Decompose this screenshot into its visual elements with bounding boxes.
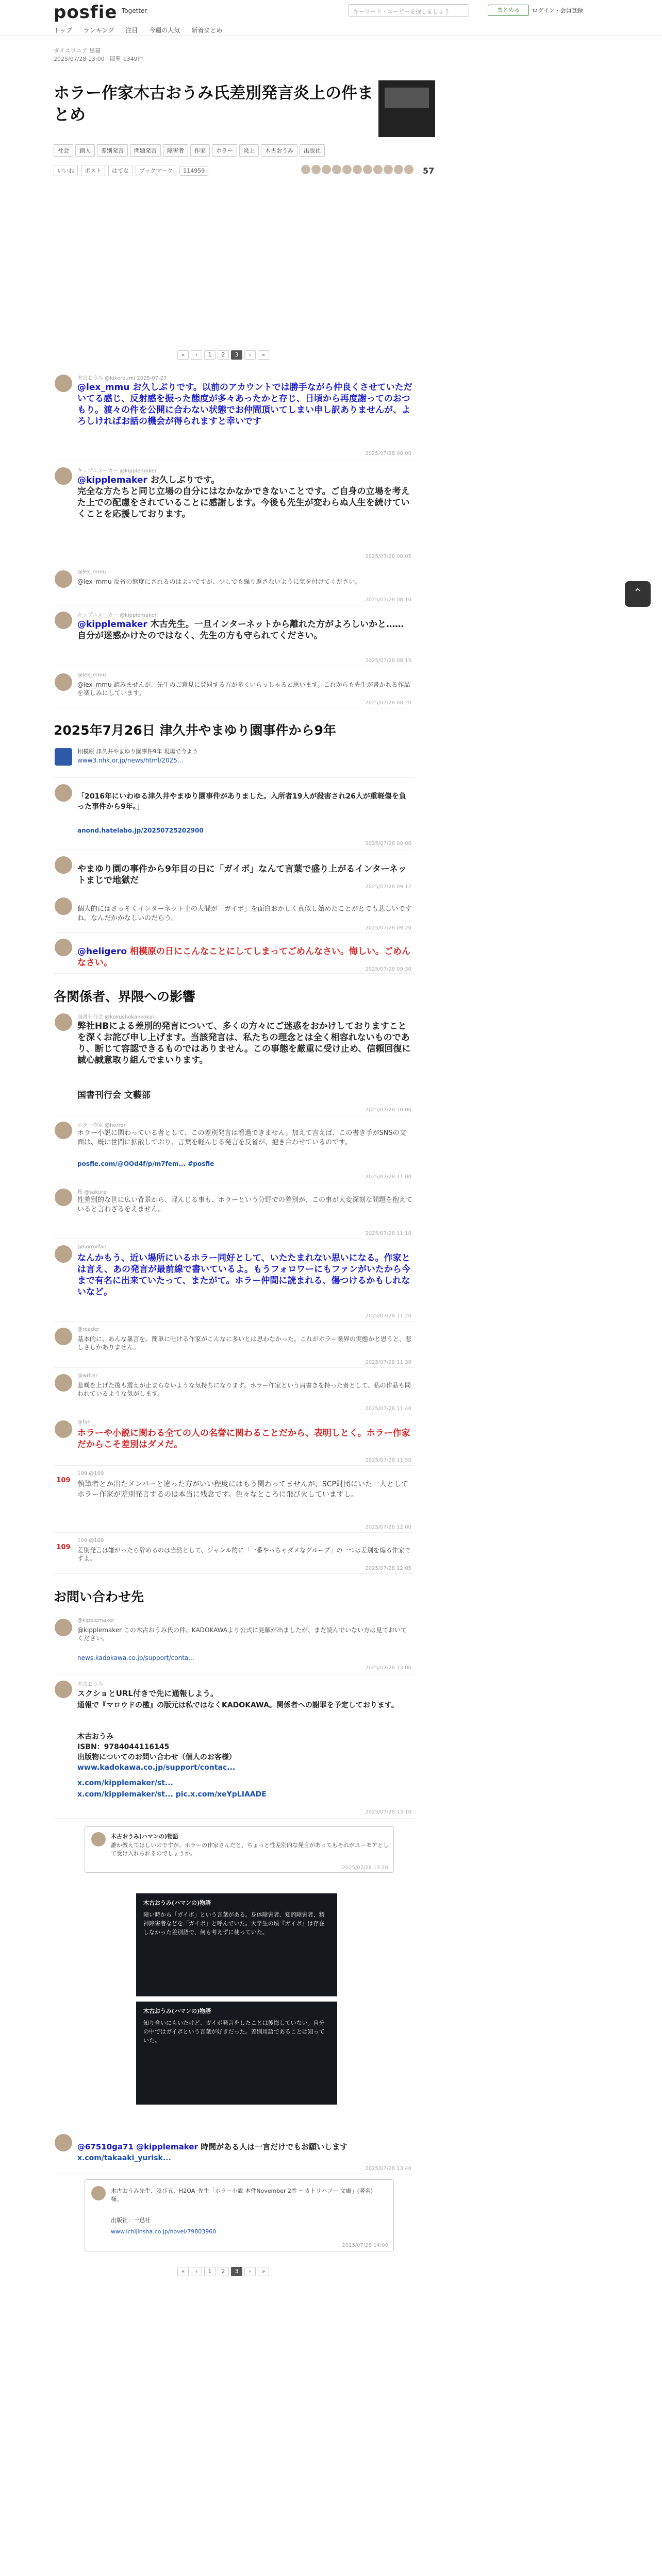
tweet [54, 466, 415, 564]
tag[interactable]: 創人 [75, 144, 95, 157]
avatar[interactable] [55, 1122, 72, 1139]
tweet-body: なんかもう、近い場所にいるホラー同好として、いたたまれない思いになる。作家とは言え、あの発言が最前線で書いているよ。もうフォロワーにもファンがいたから今まで有名に出来ていたって、またがて。ホラー仲間に読まれる、傷つけるかもしれないなど。 [77, 1253, 410, 1297]
tweet-time[interactable]: 2025/07/28 13:10 [365, 1809, 411, 1815]
pager-page[interactable]: 2 [218, 2267, 229, 2276]
article-main [54, 41, 451, 2275]
tweet-link[interactable]: anond.hatelabo.jp/20250725202900 [77, 827, 204, 834]
tag[interactable]: 障害者 [163, 144, 188, 157]
tweet-user[interactable]: ホラー作家 @horror [77, 1123, 126, 1128]
main-nav [54, 26, 222, 35]
avatar[interactable] [55, 1374, 72, 1392]
like-button[interactable]: いいね [54, 165, 78, 176]
site-header [0, 0, 662, 36]
avatar[interactable] [55, 570, 72, 588]
tweet-time[interactable]: 2025/07/28 12:05 [365, 1566, 411, 1571]
quoted-tweet[interactable] [85, 1826, 394, 1873]
pager-page[interactable]: 2 [218, 350, 229, 360]
quoted-user[interactable]: 木古おうみ(ハマンの)物語 [111, 1833, 179, 1840]
tweet-user[interactable]: @fan [77, 1419, 91, 1425]
nav-ranking[interactable]: ランキング [83, 27, 114, 34]
tweet-user[interactable]: 国書刊行会 @kokushokankokai [77, 1014, 154, 1020]
avatar[interactable] [342, 165, 352, 174]
embedded-post-card[interactable] [85, 2179, 394, 2251]
pager-current[interactable]: 3 [231, 350, 242, 360]
scroll-to-top-button[interactable]: ⌃ [625, 581, 651, 607]
tweet-user[interactable]: 木古おうみ @kikoroumi 2025-07-27 [77, 376, 167, 381]
avatar[interactable] [55, 1189, 72, 1206]
tweet-time[interactable]: 2025/07/28 13:40 [365, 2166, 411, 2172]
tag[interactable]: 作家 [190, 144, 210, 157]
avatar[interactable] [373, 165, 383, 174]
screenshot-user: 木古おうみ(ハマンの)物語 [143, 1900, 211, 1906]
tweet-user[interactable]: @lex_mmu [77, 672, 106, 678]
screenshot-user: 木古おうみ(ハマンの)物語 [143, 2008, 211, 2014]
tag[interactable]: 木古おうみ [261, 144, 297, 157]
tweet-body: 弊社HBによる差別的発言について、多くの方々にご迷惑をおかけしておりますことを深くお詫び申し上げます。当該発言は、私たちの理念とは全く相容れないものであり、断じて容認できるものではありません。この事態を厳重に受け止め、信頼回復に誠心誠意取り組んでまいります。 [77, 1021, 411, 1065]
tweet-user[interactable]: 桜 @sakura [77, 1190, 107, 1195]
tweet [54, 783, 415, 850]
tweet-time[interactable]: 2025/07/28 08:10 [365, 597, 411, 603]
screenshot-body: 障い時から「ガイボ」という言葉がある。身体障害者、知的障害者、精神障害者などを「ガイボ」と呼んでいた。大学生の頃『ガイボ』は存在しなかった差別語で、何も考えずに使っていた。 [143, 1911, 325, 1936]
pager-page[interactable]: 1 [204, 2267, 216, 2276]
tweet-body: 悲嘆を上げた後も震えが止まらないような気持ちになります。ホラー作家という肩書きを持った者として、私の作品も問われているような気がします。 [77, 1382, 411, 1397]
article-meta: 2025/07/28 13:00 · 閲覧 1349件 [54, 56, 143, 62]
tweet [54, 1471, 415, 1533]
news-source: 相模原 津久井やまゆり園事件9年 現場で今よう [77, 748, 198, 755]
like-count: 57 [423, 166, 435, 176]
tweet-body: 基本的に、あんな暴言を、簡単に吐ける作家がこんなに多いとは思わなかった。これがホラー業界の実態かと思うと、悲しさしかありません。 [77, 1335, 412, 1351]
tweet-link[interactable]: x.com/takaaki_yurisk... [77, 2154, 171, 2162]
avatar[interactable] [55, 673, 72, 691]
avatar[interactable] [301, 165, 310, 174]
tweet-body: 執筆者とか出たメンバーと違った方がいい程度にはもう関わってませんが、SCP財団にいた一人としてホラー作家が差別発言するのは本当に残念です。色々なところに飛び火していますし。 [77, 1480, 408, 1499]
avatar[interactable] [55, 1245, 72, 1263]
nav-weekly[interactable]: 今週の人気 [149, 27, 180, 34]
pagination-bottom [177, 2267, 269, 2276]
nav-top[interactable]: トップ [54, 27, 72, 34]
tweet-time[interactable]: 2025/07/28 11:30 [365, 1360, 411, 1365]
tweet-body: @67510ga71 @kipplemaker 時間がある人は一言だけでもお願いします [77, 2142, 348, 2151]
tweet-body: ホラー小説に関わっている者として、この差別発言は看過できません。加えて言えば、この書き手がSNSの文面は、既に世間に拡散しており、言葉を軽んじる発言を反省が、抱き合わせているのです。 [77, 1129, 406, 1146]
pager-prev[interactable]: ‹ [191, 350, 202, 360]
tweet-body: スクショとURL付きで先に通報しよう。 [77, 1689, 218, 1698]
tweet-time[interactable]: 2025/07/28 11:00 [365, 1174, 411, 1180]
pager-prev[interactable]: ‹ [191, 2267, 202, 2276]
tweet-time[interactable]: 2025/07/28 09:12 [365, 884, 411, 890]
pagination-top [177, 350, 269, 360]
news-icon [55, 748, 72, 766]
tag[interactable]: ホラー [212, 144, 237, 157]
pager-last[interactable]: » [258, 350, 269, 360]
togetter-link[interactable]: Togetter [122, 7, 147, 14]
avatar[interactable] [55, 2134, 72, 2151]
quoted-time[interactable]: 2025/07/28 13:20 [342, 1865, 388, 1871]
tweet-signature: 国書刊行会 文藝部 [77, 1090, 151, 1100]
pager-next[interactable]: › [244, 350, 256, 360]
tweet [54, 938, 415, 974]
tweet-time[interactable]: 2025/07/28 11:10 [365, 1231, 411, 1236]
article-header [54, 41, 451, 124]
tweet-body: 性差別的な世に広い背景から、軽んじる事も、ホラーという分野での差別が、この事が大変深刻な問題を抱えていると言わざるをえません。 [77, 1196, 413, 1213]
avatar[interactable]: 109 [55, 1539, 72, 1556]
avatar[interactable] [322, 165, 331, 174]
tag-list [54, 144, 325, 157]
tweet-time[interactable]: 2025/07/28 10:00 [365, 1107, 411, 1113]
tweet [54, 672, 415, 708]
avatar[interactable] [55, 467, 72, 485]
tweet-body: 差別発言は嫌がったら辞めるのは当然として、ジャンル的に「一番やっちゃダメなグループ」の一つは差別を煽る作家ですよ。 [77, 1547, 411, 1562]
section-heading: 2025年7月26日 津久井やまゆり園事件から9年 [54, 723, 336, 738]
tweet [54, 855, 415, 891]
book-publisher: 出版物についてのお問い合わせ（個人のお客様） [77, 1753, 236, 1761]
tweet [54, 569, 415, 605]
tweet [54, 1188, 415, 1239]
avatar[interactable] [55, 1328, 72, 1345]
card-time[interactable]: 2025/07/28 14:00 [342, 2243, 388, 2248]
tweet-user[interactable]: 109 @109 [77, 1538, 104, 1544]
avatar[interactable] [55, 1420, 72, 1438]
post-button[interactable]: ポスト [81, 165, 105, 176]
login-link[interactable]: ログイン・会員登録 [532, 7, 583, 14]
avatar[interactable] [311, 165, 321, 174]
tweet-body: @lex_mmu 読みませんが、先生のご意見に賛同する方が多くいらっしゃると思います。これからも先生が書かれる作品を楽しみにしています。 [77, 681, 410, 697]
avatar[interactable] [55, 612, 72, 629]
avatar[interactable] [55, 784, 72, 802]
avatar[interactable] [55, 1681, 72, 1698]
tweet-body: 個人的にはさっそくインターネット上の人間が「ガイボ」を面白おかしく真似し始めたことがとても悲しいですね。なんだかかなしいのだらう。 [77, 905, 412, 922]
section-heading: 各関係者、界隈への影響 [54, 989, 196, 1004]
avatar[interactable] [55, 1013, 72, 1031]
tweet-time[interactable]: 2025/07/28 09:30 [365, 967, 411, 972]
tag[interactable]: 差別発言 [97, 144, 128, 157]
tweet-time[interactable]: 2025/07/28 11:40 [365, 1406, 411, 1412]
avatar[interactable]: 109 [55, 1472, 72, 1489]
avatar[interactable] [384, 165, 393, 174]
embedded-screenshot [136, 1893, 337, 1996]
tweet-user[interactable]: @reader [77, 1327, 100, 1332]
bookmark-button[interactable]: ブックマーク [136, 165, 176, 176]
quoted-body: 誰か教えてほしいのですが、ホラーの作家さんだと、ちょっと性差別的な発言があってもそれがユーモアとして受け入れられるのでしょうか。 [111, 1842, 389, 1857]
tweet [54, 1244, 415, 1321]
avatar[interactable] [91, 2186, 106, 2200]
create-matome-button[interactable]: まとめる [488, 5, 529, 16]
tweet [54, 896, 415, 933]
tweet-user[interactable]: @lex_mmu [77, 569, 106, 575]
section-heading: お問い合わせ先 [54, 1589, 144, 1604]
tweet-link[interactable]: x.com/kipplemaker/st... [77, 1779, 173, 1787]
tweet-time[interactable]: 2025/07/28 09:00 [365, 841, 411, 846]
tweet-user[interactable]: 木古おうみ [77, 1682, 103, 1687]
avatar[interactable] [332, 165, 341, 174]
tweet [54, 1680, 415, 1819]
tweet [54, 1121, 415, 1182]
book-author: 木古おうみ [77, 1733, 113, 1741]
pager-first[interactable]: « [177, 350, 189, 360]
card-link[interactable]: www.ichijinsha.co.jp/novel/79803960 [111, 2228, 217, 2235]
tweet-body: 「2016年にいわゆる津久井やまゆり園事件がありました。入所者19人が殺害され26人が重軽傷を負った事件から9年。」 [77, 792, 406, 811]
pager-last[interactable]: » [258, 2267, 269, 2276]
page-title: ホラー作家木古おうみ氏差別発言炎上の件まとめ [54, 84, 373, 124]
tweet [54, 2133, 415, 2174]
tag[interactable]: 社会 [54, 144, 73, 157]
tweet-user[interactable]: @kipplemaker [77, 1618, 114, 1623]
card-publisher: 出版社：一迅社 [111, 2217, 151, 2224]
tag[interactable]: 出版社 [300, 144, 325, 157]
avatar[interactable] [55, 939, 72, 956]
avatar[interactable] [55, 1619, 72, 1636]
tweet-body: @kipplemaker お久しぶりです。 完全な方たちと同じ立場の自分にはなかなかできないことです。ご自身の立場を考えた上での配慮をされていることに感謝します。今後も先生が変わらぬ人生を続けていくことを応援しております。 [77, 475, 410, 519]
pager-page[interactable]: 1 [204, 350, 216, 360]
tweet-link[interactable]: x.com/kipplemaker/st... pic.x.com/xeYpLIAADE [77, 1790, 267, 1799]
tweet-link[interactable]: news.kadokawa.co.jp/support/conta... [77, 1654, 194, 1662]
pager-first[interactable]: « [177, 2267, 189, 2276]
avatar[interactable] [404, 165, 413, 174]
tweet-body: @heligero 相模原の日にこんなことにしてしまってごめんなさい。悔しい。ごめんなさい。 [77, 946, 410, 968]
tweet-body: @lex_mmu 反省の態度にされるのはよいですが、少しでも繰り返さないように気を付けてください。 [77, 578, 361, 585]
tweet-time[interactable]: 2025/07/28 11:50 [365, 1458, 411, 1463]
pager-current[interactable]: 3 [231, 2267, 242, 2276]
tweet-user[interactable]: @horrorfan [77, 1244, 107, 1250]
tweet [54, 611, 415, 667]
screenshot-body: 知り合いにもいたけど、ガイボ発言をしたことは後悔していない。自分の中ではガイボという言葉が好きだった。差別用語であることは知っていた。 [143, 2020, 325, 2044]
avatar[interactable] [363, 165, 372, 174]
tweet-body: @kipplemaker 木古先生。一旦インターネットから離れた方がよろしいかと……自分が迷惑かけたのではなく、先生の方も守られてください。 [77, 619, 404, 641]
article-thumbnail [378, 80, 435, 137]
avatar[interactable] [394, 165, 403, 174]
tweet [54, 374, 415, 461]
search-input[interactable]: キーワード・ユーザーを探しましょう [349, 4, 469, 16]
tweet-body: @lex_mmu お久しぶりです。以前のアカウントでは勝手ながら仲良くさせていただいてる感じ、反射感を振った態度が多々あったかと存じ、日頃から再度謝ってのおつもり。渡々の件を公開に合わない状態でお仲間頂いてしまい申し訳ありませんが、よろしければお話の機会が得られますと幸いです [77, 382, 412, 427]
news-url[interactable]: www3.nhk.or.jp/news/html/2025... [77, 757, 184, 764]
tweet-link[interactable]: www.kadokawa.co.jp/support/contac... [77, 1764, 236, 1772]
tweet-body: @kipplemaker この木古おうみ氏の件、KADOKAWAより公式に見解が出ましたが、まだ読んでいない方は見ておいてください。 [77, 1626, 407, 1642]
tweet-user[interactable]: キップルメーカー @kipplemaker [77, 613, 157, 618]
tweet-time[interactable]: 2025/07/28 12:00 [365, 1524, 411, 1530]
nav-new[interactable]: 新着まとめ [191, 27, 223, 34]
tweet-body: やまゆり園の事件から9年目の日に「ガイボ」なんて言葉で盛り上がるインターネットまじで地獄だ [77, 864, 407, 886]
book-isbn: ISBN：9784044116145 [77, 1743, 170, 1751]
tweet-body: ホラーや小説に関わる全ての人の名誉に関わることだから、表明しとく。ホラー作家だからこそ差別はダメだ。 [77, 1428, 410, 1450]
tweet-time[interactable]: 2025/07/28 08:00 [365, 451, 411, 456]
posfie-logo[interactable]: posfie [54, 2, 118, 23]
tweet [54, 1012, 415, 1115]
article-author[interactable]: ダイスワニア 黒猫 [54, 47, 101, 54]
tweet-time[interactable]: 2025/07/28 11:20 [365, 1313, 411, 1319]
avatar[interactable] [55, 897, 72, 915]
tag[interactable]: 問題発言 [130, 144, 161, 157]
tweet-user[interactable]: @writer [77, 1373, 98, 1379]
tweet [54, 1373, 415, 1414]
embedded-screenshot [136, 2002, 337, 2105]
view-count: 114959 [179, 166, 208, 176]
card-body: 木古おうみ先生、及び五、H2OA_先生「ホラー小説 本件November 2巻 〜カトリハゴー 文庫」(著名)様。 [111, 2188, 373, 2202]
pager-next[interactable]: › [244, 2267, 256, 2276]
avatar[interactable] [91, 1832, 106, 1846]
nav-attention[interactable]: 注目 [125, 27, 138, 34]
tweet-time[interactable]: 2025/07/28 08:05 [365, 554, 411, 560]
tweet [54, 1538, 415, 1574]
tweet [54, 1419, 415, 1466]
tweet-time[interactable]: 2025/07/28 09:20 [365, 925, 411, 931]
tweet [54, 1618, 415, 1674]
tweet-time[interactable]: 2025/07/28 08:20 [365, 700, 411, 706]
hatena-button[interactable]: はてな [108, 165, 133, 176]
tweet-time[interactable]: 2025/07/28 13:00 [365, 1665, 411, 1671]
avatar[interactable] [55, 856, 72, 874]
tweet-user[interactable]: 109 @109 [77, 1471, 104, 1477]
tag[interactable]: 炎上 [239, 144, 259, 157]
tweet-body: 通報で『マロウドの檻』の版元は私ではなくKADOKAWA。関係者への謝罪を予定しております。 [77, 1701, 399, 1709]
tweet-time[interactable]: 2025/07/28 08:15 [365, 658, 411, 664]
liker-avatars [301, 165, 413, 174]
tweet-user[interactable]: キップルメーカー @kipplemaker [77, 468, 157, 474]
tweet-link[interactable]: posfie.com/@OOd4f/p/m7fem... #posfie [77, 1160, 214, 1167]
share-bar [54, 165, 208, 176]
avatar[interactable] [353, 165, 362, 174]
avatar[interactable] [55, 375, 72, 392]
tweet [54, 1327, 415, 1368]
news-link-card[interactable] [54, 747, 415, 778]
